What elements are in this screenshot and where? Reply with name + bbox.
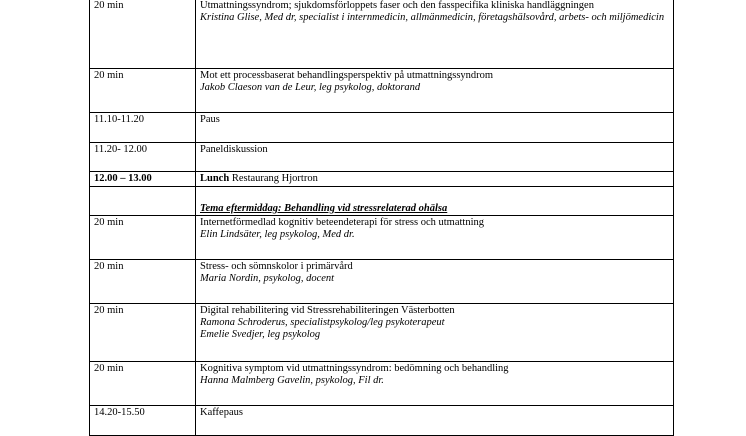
program-row [90,260,674,304]
time-cell [90,406,196,436]
program-row [90,304,674,362]
theme-heading: Tema eftermiddag: Behandling vid stressrelaterad ohälsa [200,203,448,214]
session-cell [196,304,674,362]
speaker: Elin Lindsäter, leg psykolog, Med dr. [200,229,355,240]
session-cell [196,260,674,304]
session-cell [196,0,674,69]
program-row [90,0,674,69]
session-title: Utmattningssyndrom; sjukdomsförloppets faser och den fasspecifika kliniska handläggningen [200,0,594,11]
speaker: Maria Nordin, psykolog, docent [200,273,335,284]
session-cell [196,172,674,187]
speaker: Hanna Malmberg Gavelin, psykolog, Fil dr. [200,375,384,386]
time-text: 11.10-11.20 [94,114,144,125]
program-row [90,406,674,436]
session-title: Kaffepaus [200,407,243,418]
time-text: 14.20-15.50 [94,407,145,418]
theme-cell [196,187,674,216]
time-text: 11.20- 12.00 [94,144,147,155]
time-cell [90,362,196,406]
time-cell [90,304,196,362]
program-row [90,362,674,406]
speaker: Jakob Claeson van de Leur, leg psykolog, doktorand [200,82,421,93]
session-cell [196,113,674,143]
program-row [90,172,674,187]
program-row [90,216,674,260]
session-cell [196,69,674,113]
time-text: 20 min [94,217,124,228]
session-title: Paus [200,114,220,125]
time-cell [90,0,196,69]
lunch-label: Lunch [200,173,230,184]
speaker: Kristina Glise, Med dr, specialist i internmedicin, allmänmedicin, företagshälsovård, arbets- och miljömedicin [200,12,665,23]
time-cell [90,260,196,304]
time-text: 20 min [94,70,124,81]
session-cell [196,143,674,172]
session-title: Internetförmedlad kognitiv beteendeterapi för stress och utmattning [200,217,484,228]
session-title: Digital rehabilitering vid Stressrehabiliteringen Västerbotten [200,305,455,316]
time-cell [90,172,196,187]
session-cell [196,406,674,436]
speaker: Ramona Schroderus, specialistpsykolog/leg psykoterapeut [200,317,445,328]
speaker: Emelie Svedjer, leg psykolog [200,329,321,340]
theme-row [90,187,674,216]
time-text: 12.00 – 13.00 [94,173,152,184]
session-cell [196,362,674,406]
program-table [89,0,674,436]
time-cell [90,113,196,143]
time-cell [90,143,196,172]
session-cell [196,216,674,260]
time-cell [90,69,196,113]
program-row [90,113,674,143]
program-row [90,143,674,172]
time-text: 20 min [94,305,124,316]
time-text: 20 min [94,0,124,11]
session-title: Stress- och sömnskolor i primärvård [200,261,353,272]
time-cell [90,187,196,216]
session-title: Restaurang Hjortron [231,173,318,184]
time-cell [90,216,196,260]
session-title: Paneldiskussion [200,144,268,155]
program-row [90,69,674,113]
time-text: 20 min [94,363,124,374]
session-title: Mot ett processbaserat behandlingsperspektiv på utmattningssyndrom [200,70,494,81]
time-text: 20 min [94,261,124,272]
session-title: Kognitiva symptom vid utmattningssyndrom: bedömning och behandling [200,363,509,374]
